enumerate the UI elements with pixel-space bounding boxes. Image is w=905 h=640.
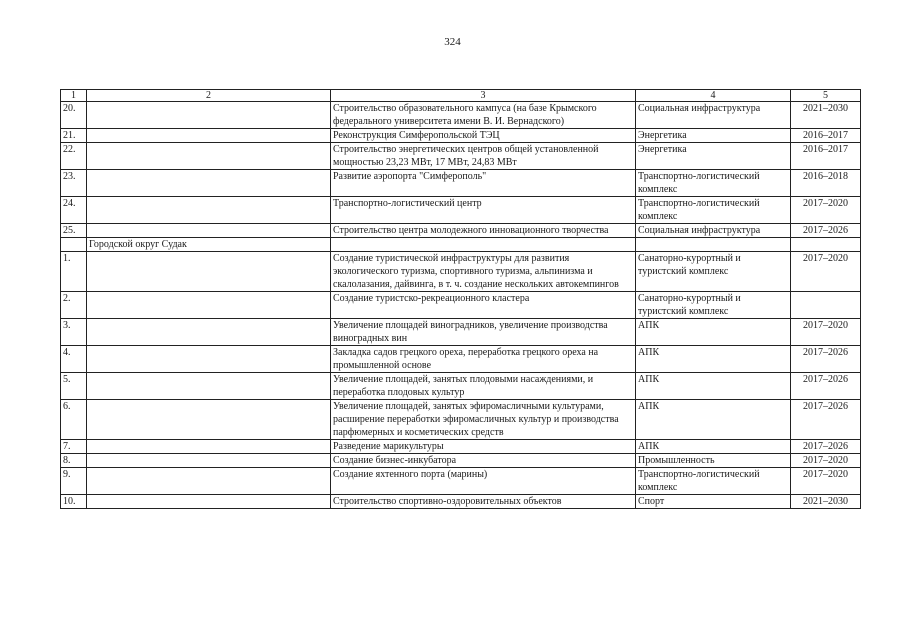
table-row [61,197,861,224]
municipality [87,454,331,468]
municipality [87,143,331,170]
row-number: 21. [61,129,87,143]
region-row [61,238,861,252]
row-number: 8. [61,454,87,468]
table-row [61,102,861,129]
years: 2017–2026 [791,440,861,454]
municipality [87,495,331,509]
sector: АПК [636,346,791,373]
project-name: Создание туристической инфраструктуры для развития экологического туризма, спортивного туризма, альпинизма и скалолазания, дайвинга, в т. ч. создание нескольких автокемпингов [331,252,636,292]
row-number: 10. [61,495,87,509]
municipality [87,170,331,197]
years: 2017–2026 [791,400,861,440]
table-row [61,440,861,454]
table-row [61,454,861,468]
table-row [61,400,861,440]
column-header: 3 [331,90,636,102]
years: 2021–2030 [791,495,861,509]
row-number: 6. [61,400,87,440]
row-number: 5. [61,373,87,400]
table-row [61,346,861,373]
project-name: Создание туристско-рекреационного кластера [331,292,636,319]
page-number: 324 [444,36,461,48]
project-name: Строительство образовательного кампуса (на базе Крымского федерального университета имени В. И. Вернадского) [331,102,636,129]
years: 2017–2026 [791,373,861,400]
municipality [87,197,331,224]
project-name: Развитие аэропорта "Симферополь" [331,170,636,197]
table-row [61,319,861,346]
sector: Энергетика [636,143,791,170]
years: 2021–2030 [791,102,861,129]
municipality [87,129,331,143]
project-name: Строительство спортивно-оздоровительных объектов [331,495,636,509]
years: 2016–2017 [791,143,861,170]
years: 2017–2026 [791,346,861,373]
project-name: Создание яхтенного порта (марины) [331,468,636,495]
row-number: 1. [61,252,87,292]
municipality [87,102,331,129]
municipality [87,440,331,454]
table-body [61,102,861,509]
table-row [61,252,861,292]
row-number: 20. [61,102,87,129]
sector: Спорт [636,495,791,509]
project-name [331,238,636,252]
municipality [87,400,331,440]
sector: Транспортно-логистический комплекс [636,197,791,224]
sector: Социальная инфраструктура [636,102,791,129]
years: 2017–2020 [791,319,861,346]
municipality [87,224,331,238]
row-number: 3. [61,319,87,346]
municipality [87,373,331,400]
sector: Санаторно-курортный и туристский комплекс [636,292,791,319]
sector [636,238,791,252]
project-name: Увеличение площадей виноградников, увеличение производства виноградных вин [331,319,636,346]
row-number [61,238,87,252]
sector: Транспортно-логистический комплекс [636,468,791,495]
projects-table [60,89,861,509]
table-row [61,143,861,170]
years: 2017–2026 [791,224,861,238]
project-name: Транспортно-логистический центр [331,197,636,224]
project-name: Создание бизнес-инкубатора [331,454,636,468]
header-row [61,90,861,102]
years: 2016–2017 [791,129,861,143]
municipality [87,468,331,495]
project-name: Строительство центра молодежного инновационного творчества [331,224,636,238]
row-number: 22. [61,143,87,170]
sector: Санаторно-курортный и туристский комплекс [636,252,791,292]
project-name: Реконструкция Симферопольской ТЭЦ [331,129,636,143]
row-number: 9. [61,468,87,495]
municipality [87,319,331,346]
table-row [61,292,861,319]
row-number: 23. [61,170,87,197]
project-name: Закладка садов грецкого ореха, переработка грецкого ореха на промышленной основе [331,346,636,373]
sector: Социальная инфраструктура [636,224,791,238]
project-name: Разведение марикультуры [331,440,636,454]
years [791,238,861,252]
sector: Энергетика [636,129,791,143]
table-row [61,129,861,143]
sector: Транспортно-логистический комплекс [636,170,791,197]
sector: АПК [636,373,791,400]
municipality [87,252,331,292]
region-name: Городской округ Судак [87,238,331,252]
row-number: 4. [61,346,87,373]
row-number: 25. [61,224,87,238]
years: 2016–2018 [791,170,861,197]
column-header: 5 [791,90,861,102]
row-number: 7. [61,440,87,454]
column-header: 1 [61,90,87,102]
sector: АПК [636,400,791,440]
table-row [61,224,861,238]
municipality [87,346,331,373]
sector: АПК [636,319,791,346]
row-number: 2. [61,292,87,319]
table-row [61,495,861,509]
column-header: 2 [87,90,331,102]
years: 2017–2020 [791,468,861,495]
sector: АПК [636,440,791,454]
sector: Промышленность [636,454,791,468]
municipality [87,292,331,319]
project-name: Увеличение площадей, занятых эфиромасличными культурами, расширение переработки эфиромасличных культур и производства парфюмерных и косметических средств [331,400,636,440]
years [791,292,861,319]
table-row [61,373,861,400]
table-row [61,170,861,197]
project-name: Строительство энергетических центров общей установленной мощностью 23,23 МВт, 17 МВт, 24,83 МВт [331,143,636,170]
years: 2017–2020 [791,197,861,224]
column-header: 4 [636,90,791,102]
years: 2017–2020 [791,454,861,468]
table-row [61,468,861,495]
row-number: 24. [61,197,87,224]
years: 2017–2020 [791,252,861,292]
project-name: Увеличение площадей, занятых плодовыми насаждениями, и переработка плодовых культур [331,373,636,400]
